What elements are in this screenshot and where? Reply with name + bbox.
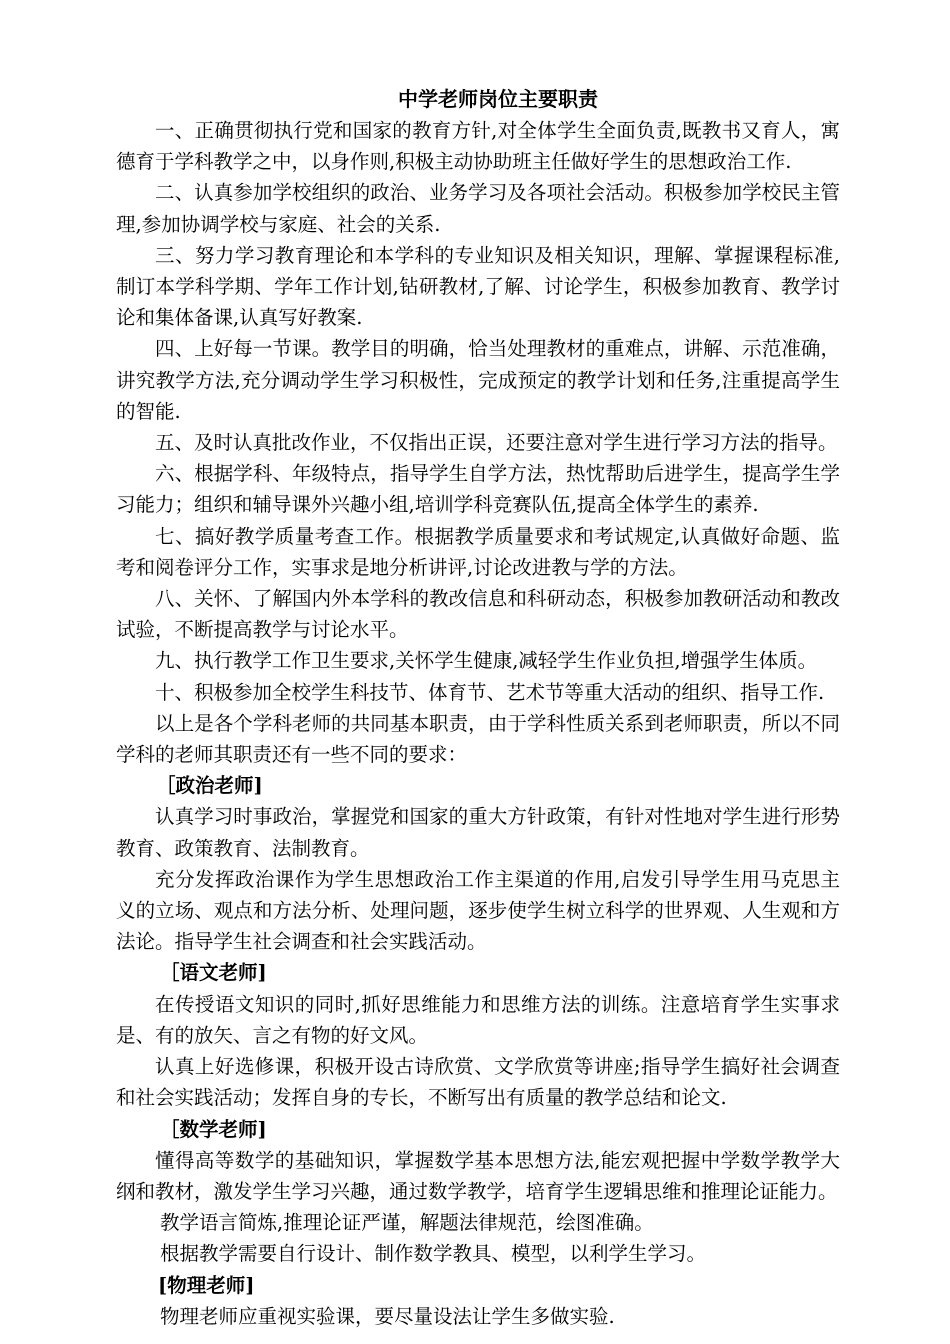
math-paragraph-1: 懂得高等数学的基础知识，掌握数学基本思想方法,能宏观把握中学数学教学大纲和教材，激发学生学习兴趣，通过数学教学，培育学生逻辑思维和推理论证能力。 [116, 1148, 840, 1203]
duty-paragraph-1: 一、正确贯彻执行党和国家的教育方针,对全体学生全面负责,既教书又育人，寓德育于学科教学之中，以身作则,积极主动协助班主任做好学生的思想政治工作. [116, 119, 840, 174]
politics-paragraph-1: 认真学习时事政治，掌握党和国家的重大方针政策，有针对性地对学生进行形势教育、政策教育、法制教育。 [116, 805, 840, 860]
politics-teacher-heading: ［政治老师] [156, 774, 263, 798]
math-line-2: 根据教学需要自行设计、制作数学教具、模型，以利学生学习。 [160, 1242, 707, 1266]
math-line-1: 教学语言简炼,推理论证严谨，解题法律规范，绘图准确。 [160, 1211, 654, 1235]
chinese-paragraph-2: 认真上好选修课，积极开设古诗欣赏、文学欣赏等讲座;指导学生搞好社会调查和社会实践活动；发挥自身的专长，不断写出有质量的教学总结和论文. [116, 1055, 840, 1110]
document-title: 中学老师岗位主要职责 [398, 87, 598, 111]
chinese-paragraph-1: 在传授语文知识的同时,抓好思维能力和思维方法的训练。注意培育学生实事求是、有的放矢、言之有物的好文风。 [116, 992, 840, 1047]
math-teacher-heading: ［数学老师] [160, 1117, 267, 1141]
duty-paragraph-2: 二、认真参加学校组织的政治、业务学习及各项社会活动。积极参加学校民主管理,参加协调学校与家庭、社会的关系. [116, 181, 840, 236]
duty-paragraph-5: 五、及时认真批改作业，不仅指出正误，还要注意对学生进行学习方法的指导。 [155, 431, 838, 455]
physics-line-1: 物理老师应重视实验课，要尽量设法让学生多做实验. [160, 1304, 615, 1328]
duty-paragraph-3: 三、努力学习教育理论和本学科的专业知识及相关知识，理解、掌握课程标准,制订本学科学期、学年工作计划,钻研教材,了解、讨论学生，积极参加教育、教学讨论和集体备课,认真写好教案. [116, 243, 840, 330]
physics-teacher-heading: [物理老师] [158, 1273, 255, 1297]
duty-paragraph-6: 六、根据学科、年级特点，指导学生自学方法，热忱帮助后进学生，提高学生学习能力；组织和辅导课外兴趣小组,培训学科竞赛队伍,提高全体学生的素养. [116, 462, 840, 517]
politics-paragraph-2: 充分发挥政治课作为学生思想政治工作主渠道的作用,启发引导学生用马克思主义的立场、观点和方法分析、处理问题，逐步使学生树立科学的世界观、人生观和方法论。指导学生社会调查和社会实践活动。 [116, 867, 840, 954]
duty-paragraph-7: 七、搞好教学质量考查工作。根据教学质量要求和考试规定,认真做好命题、监考和阅卷评分工作，实事求是地分析讲评,讨论改进教与学的方法。 [116, 524, 840, 579]
duty-paragraph-8: 八、关怀、了解国内外本学科的教改信息和科研动态，积极参加教研活动和教改试验，不断提高教学与讨论水平。 [116, 587, 840, 642]
duty-paragraph-4: 四、上好每一节课。教学目的明确，恰当处理教材的重难点，讲解、示范准确，讲究教学方法,充分调动学生学习积极性，完成预定的教学计划和任务,注重提高学生的智能. [116, 337, 840, 423]
chinese-teacher-heading: ［语文老师] [160, 961, 267, 985]
summary-paragraph: 以上是各个学科老师的共同基本职责，由于学科性质关系到老师职责，所以不同学科的老师其职责还有一些不同的要求： [116, 711, 840, 767]
duty-paragraph-9: 九、执行教学工作卫生要求,关怀学生健康,减轻学生作业负担,增强学生体质。 [155, 649, 818, 673]
duty-paragraph-10: 十、积极参加全校学生科技节、体育节、艺术节等重大活动的组织、指导工作. [155, 680, 825, 704]
